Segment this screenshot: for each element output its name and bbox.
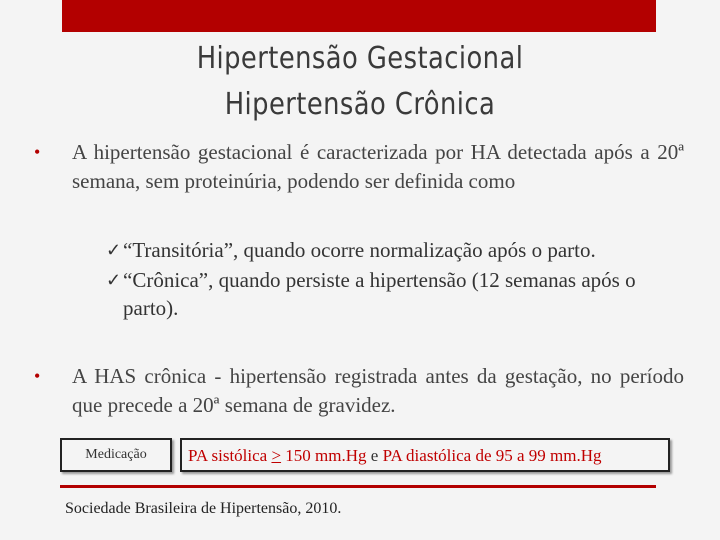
bullet-text: A HAS crônica - hipertensão registrada antes da gestação, no período que precede a 20ª semana de gravidez. (72, 364, 684, 417)
check-item-transitoria (106, 236, 696, 264)
greater-equal-symbol: > (271, 446, 282, 465)
systolic-prefix: PA sistólica (188, 446, 272, 465)
source-citation: Sociedade Brasileira de Hipertensão, 2010. (65, 500, 342, 517)
slide-title (50, 36, 669, 128)
checkmark-icon: ✓ (106, 270, 122, 290)
diastolic-criterion: PA diastólica de 95 a 99 mm.Hg (382, 446, 602, 465)
top-accent-bar (62, 0, 656, 32)
title-line-1: Hipertensão Gestacional (196, 41, 524, 76)
source-divider (60, 485, 656, 488)
bullet-gestational (34, 138, 684, 195)
checkmark-icon: ✓ (106, 240, 122, 260)
medicacao-box (60, 438, 172, 472)
pressure-criteria-box (180, 438, 670, 472)
title-line-2: Hipertensão Crônica (224, 87, 496, 122)
bullet-text: A hipertensão gestacional é caracterizada por HA detectada após a 20ª semana, sem proteinúria, podendo ser definida como (72, 140, 684, 193)
medicacao-label: Medicação (85, 447, 147, 462)
bullet-chronic (34, 362, 684, 419)
check-item-cronica (106, 266, 696, 322)
bullet-icon: • (34, 366, 41, 386)
criteria-conjunction: e (366, 446, 383, 465)
bullet-icon: • (34, 142, 41, 162)
check-text: “Crônica”, quando persiste a hipertensão (12 semanas após o parto). (123, 268, 636, 320)
systolic-suffix: 150 mm.Hg (281, 446, 367, 465)
check-text: “Transitória”, quando ocorre normalização após o parto. (123, 238, 596, 262)
